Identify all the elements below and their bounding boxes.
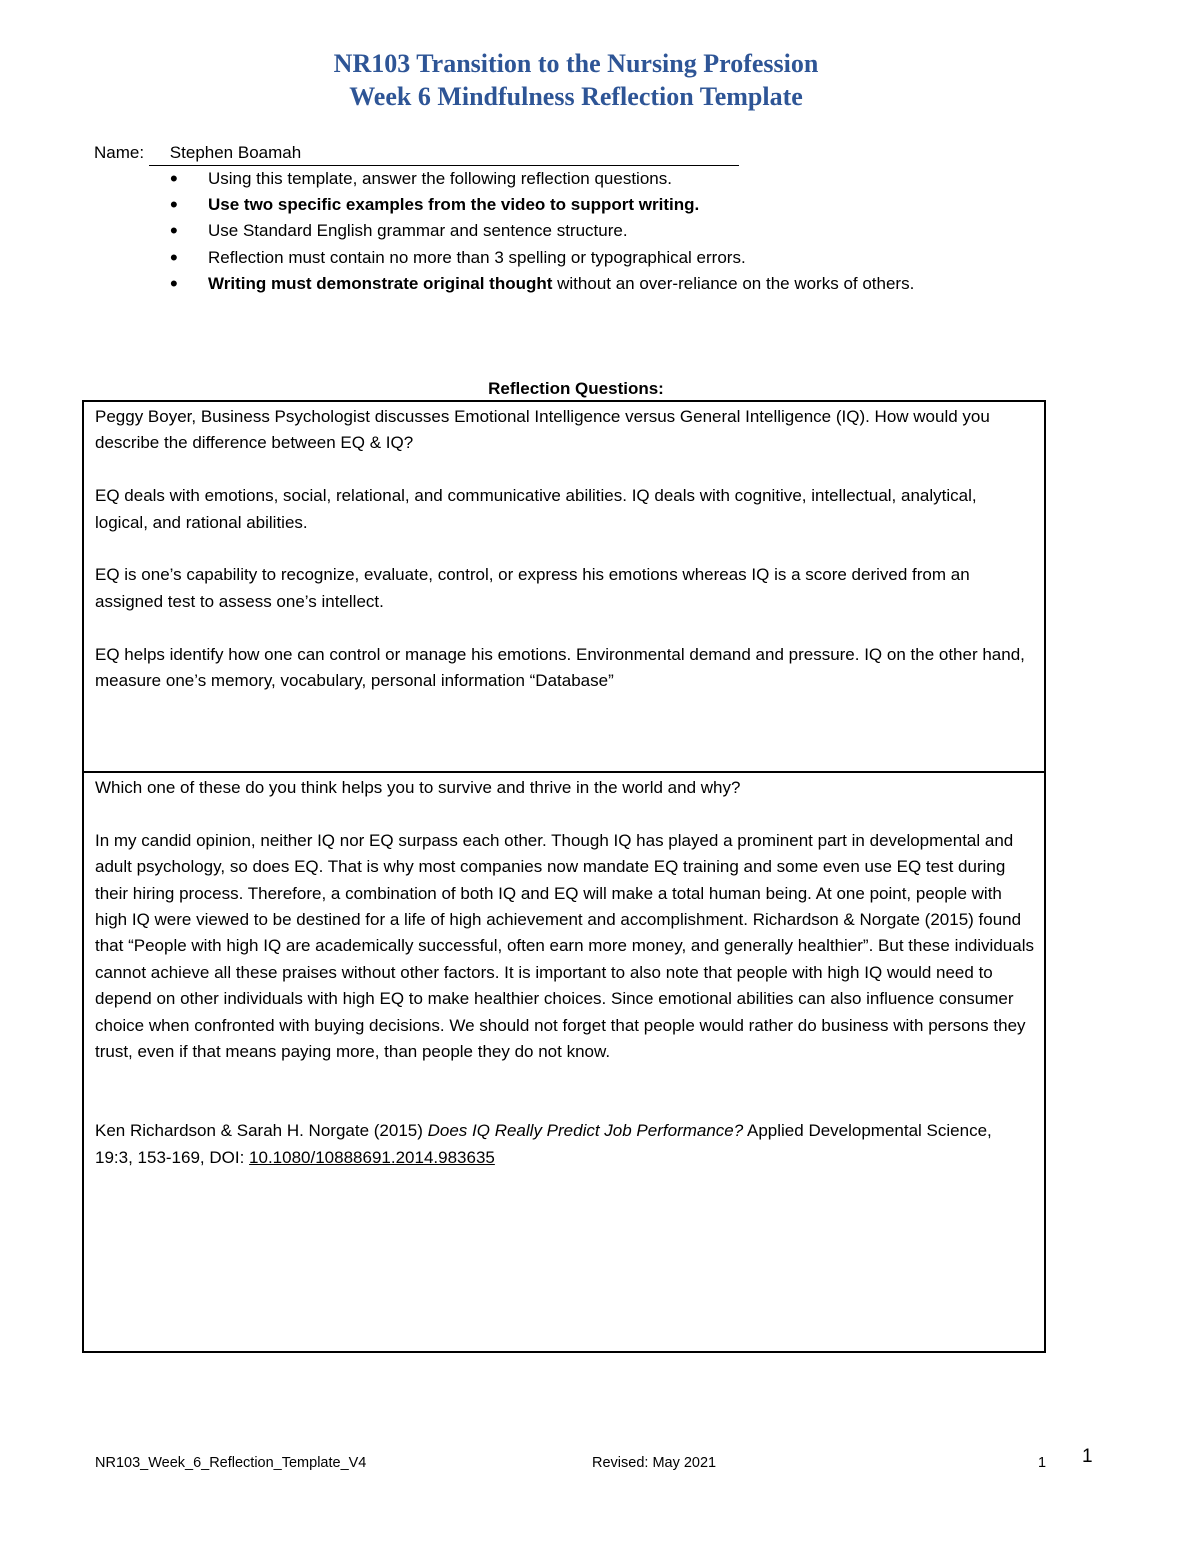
- name-line: [94, 140, 739, 166]
- answer-2-paragraph: In my candid opinion, neither IQ nor EQ surpass each other. Though IQ has played a prominent part in developmental and adult psychology, so does EQ. That is why most companies now mandate EQ training and some even use EQ test during their hiring process. Therefore, a combination of both IQ and EQ will make a total human being. At one point, people with high IQ were viewed to be destined for a life of high achievement and accomplishment. Richardson & Norgate (2015) found that “People with high IQ are academically successful, often earn more money, and generally healthier”. But these individuals cannot achieve all these praises without other factors. It is important to also note that people with high IQ would need to depend on other individuals with high EQ to make healthier choices. Since emotional abilities can also influence consumer choice when confronted with buying decisions. We should not forget that people would rather do business with persons they trust, even if that means paying more, than people they do not know.: [95, 830, 1034, 1062]
- reflection-questions-heading: Reflection Questions:: [488, 379, 664, 398]
- instruction-item: • Using this template, answer the following reflection questions.: [170, 166, 914, 192]
- footer-revised: Revised: May 2021: [592, 1455, 717, 1471]
- answer-1-paragraph: EQ is one’s capability to recognize, evaluate, control, or express his emotions whereas IQ is a score derived from an assigned test to assess one’s intellect.: [95, 565, 970, 611]
- instruction-item: • Reflection must contain no more than 3 spelling or typographical errors.: [170, 245, 914, 271]
- document-title: NR103 Transition to the Nursing Profession: [333, 49, 819, 78]
- question-box-1: [82, 400, 1046, 773]
- page-number: 1: [1082, 1446, 1093, 1467]
- instruction-item: • Use two specific examples from the video to support writing.: [170, 192, 914, 218]
- question-1-prompt: Peggy Boyer, Business Psychologist discusses Emotional Intelligence versus General Intelligence (IQ). How would you describe the difference between EQ & IQ?: [95, 407, 990, 453]
- instructions-list: [170, 166, 914, 297]
- doi-link[interactable]: 10.1080/10888691.2014.983635: [249, 1147, 495, 1167]
- answer-1-paragraph: EQ helps identify how one can control or manage his emotions. Environmental demand and pressure. IQ on the other hand, measure one’s memory, vocabulary, personal information “Database”: [95, 644, 1025, 691]
- name-field: [149, 143, 739, 166]
- footer-filename: NR103_Week_6_Reflection_Template_V4: [95, 1455, 367, 1471]
- reference-citation: Ken Richardson & Sarah H. Norgate (2015) Does IQ Really Predict Job Performance? Applied Developmental Science, 19:3, 153-169, DOI: 10.1080/10888691.2014.983635: [95, 1121, 992, 1167]
- question-2-prompt: Which one of these do you think helps you to survive and thrive in the world and why?: [95, 778, 741, 797]
- name-label: Name:: [94, 143, 149, 162]
- answer-1-paragraph: EQ deals with emotions, social, relational, and communicative abilities. IQ deals with cognitive, intellectual, analytical, logical, and rational abilities.: [95, 486, 977, 532]
- instruction-item: • Writing must demonstrate original thought without an over-reliance on the works of others.: [170, 271, 914, 297]
- footer-page: 1: [1038, 1455, 1047, 1471]
- name-value: Stephen Boamah: [169, 143, 302, 162]
- document-subtitle: Week 6 Mindfulness Reflection Template: [349, 82, 803, 111]
- reference-title: Does IQ Really Predict Job Performance?: [427, 1121, 744, 1141]
- question-box-2: [82, 771, 1046, 1353]
- instruction-item: • Use Standard English grammar and sentence structure.: [170, 218, 914, 244]
